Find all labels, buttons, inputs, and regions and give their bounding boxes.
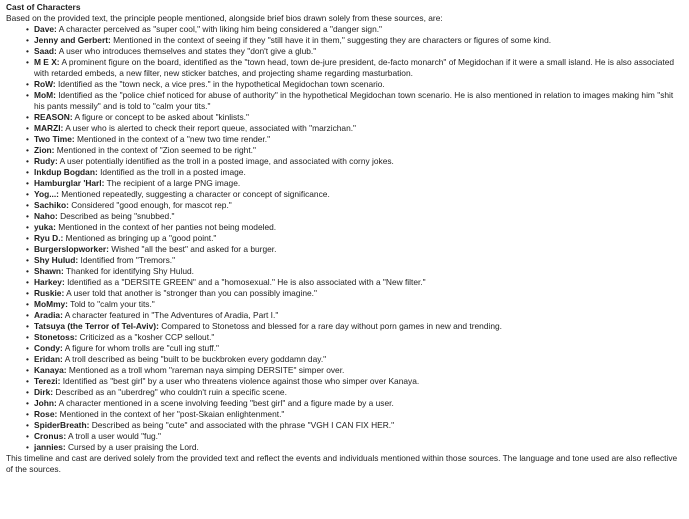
character-name: Shawn:	[34, 266, 64, 276]
cast-list-item	[34, 156, 685, 167]
character-name: Ryu D.:	[34, 233, 64, 243]
outro-paragraph: This timeline and cast are derived solely from the provided text and reflect the events and individuals mentioned within those sources. The language and tone used are also reflective of the sources.	[6, 453, 678, 474]
cast-list-item	[34, 200, 685, 211]
character-bio: Mentioned as bringing up a "good point."	[65, 233, 217, 243]
character-bio: Mentioned in the context of "Zion seemed to be right."	[56, 145, 256, 155]
cast-list-item	[34, 266, 685, 277]
cast-list-item	[34, 332, 685, 343]
cast-list-item	[34, 310, 685, 321]
cast-list-item	[34, 35, 685, 46]
character-bio: Mentioned in the context of a "new two time render."	[76, 134, 271, 144]
cast-list-item	[34, 167, 685, 178]
cast-list-item	[34, 255, 685, 266]
cast-list-item	[34, 398, 685, 409]
character-name: Dave:	[34, 24, 57, 34]
character-name: Saad:	[34, 46, 57, 56]
character-name: Yog...:	[34, 189, 59, 199]
character-bio: A user who introduces themselves and states they "don't give a glub."	[58, 46, 317, 56]
cast-list-item	[34, 387, 685, 398]
character-name: yuka:	[34, 222, 56, 232]
cast-list-item	[34, 431, 685, 442]
character-bio: Identified as the troll in a posted image.	[100, 167, 246, 177]
cast-list-item	[34, 24, 685, 35]
character-name: Rudy:	[34, 156, 58, 166]
character-name: jannies:	[34, 442, 66, 452]
character-name: Dirk:	[34, 387, 54, 397]
character-name: Harkey:	[34, 277, 65, 287]
cast-list-item	[34, 222, 685, 233]
character-bio: Mentioned in the context of seeing if they "still have it in them," suggesting they are characters or figures of some kind.	[113, 35, 552, 45]
character-name: Burgerslopworker:	[34, 244, 109, 254]
character-name: Cronus:	[34, 431, 67, 441]
character-bio: A prominent figure on the board, identified as the "town head, town de-jure president, de-facto monarch" of Megidochan if it were a small island. He is also associated with retarded embeds, a new filter, new sticker batches, and projecting shame regarding masturbation.	[34, 57, 675, 78]
character-bio: A user potentially identified as the troll in a posted image, and associated with corny jokes.	[59, 156, 394, 166]
cast-list-item	[34, 123, 685, 134]
cast-list-item	[34, 277, 685, 288]
character-name: Naho:	[34, 211, 58, 221]
character-bio: Wished "all the best" and asked for a burger.	[111, 244, 277, 254]
character-bio: A user who is alerted to check their report queue, associated with "marzichan."	[65, 123, 357, 133]
character-name: Sachiko:	[34, 200, 69, 210]
cast-list-item	[34, 189, 685, 200]
character-name: Ruskie:	[34, 288, 65, 298]
character-name: Zion:	[34, 145, 55, 155]
cast-list-item	[34, 134, 685, 145]
cast-list-item	[34, 343, 685, 354]
character-bio: Compared to Stonetoss and blessed for a rare day without porn games in new and trending.	[161, 321, 502, 331]
character-bio: Identified as the "town neck, a vice pres." in the hypothetical Megidochan town scenario.	[58, 79, 385, 89]
character-bio: A figure or concept to be asked about "kinlists."	[74, 112, 249, 122]
character-name: MARZI:	[34, 123, 64, 133]
cast-list-item	[34, 299, 685, 310]
cast-list-item	[34, 57, 685, 79]
character-bio: Identified as "best girl" by a user who threatens violence against those who simper over Kanaya.	[62, 376, 420, 386]
character-name: M E X:	[34, 57, 60, 67]
character-name: MoMmy:	[34, 299, 68, 309]
character-bio: A character perceived as "super cool," with liking him being considered a "danger sign."	[58, 24, 383, 34]
character-bio: Mentioned as a troll whom "rareman naya simping DERSITE" simper over.	[68, 365, 345, 375]
character-name: Hamburglar 'Harl:	[34, 178, 105, 188]
character-name: Condy:	[34, 343, 63, 353]
character-bio: A troll a user would "fug."	[67, 431, 161, 441]
cast-list-item	[34, 79, 685, 90]
character-bio: Described as being "snubbed."	[60, 211, 175, 221]
cast-list-item	[34, 376, 685, 387]
character-bio: Identified as the "police chief noticed for abuse of authority" in the hypothetical Megidochan town scenario. He is also mentioned in relation to images making him "shit his pants messily" and is told to "calm your tits."	[34, 90, 674, 111]
cast-list-item	[34, 409, 685, 420]
section-title: Cast of Characters	[6, 2, 81, 12]
character-bio: Considered "good enough, for mascot rep."	[71, 200, 232, 210]
cast-list-item	[34, 46, 685, 57]
cast-list-item	[34, 420, 685, 431]
character-name: Kanaya:	[34, 365, 67, 375]
character-bio: Thanked for identifying Shy Hulud.	[65, 266, 194, 276]
character-bio: A user told that another is "stronger than you can possibly imagine."	[66, 288, 317, 298]
character-name: Terezi:	[34, 376, 61, 386]
character-bio: Criticized as a "kosher CCP sellout."	[79, 332, 215, 342]
character-bio: Described as being "cute" and associated with the phrase "VGH I CAN FIX HER."	[91, 420, 395, 430]
character-name: SpiderBreath:	[34, 420, 90, 430]
character-name: Aradia:	[34, 310, 63, 320]
character-name: Inkdup Bogdan:	[34, 167, 98, 177]
character-bio: A character featured in "The Adventures of Aradia, Part I."	[64, 310, 279, 320]
character-bio: Mentioned repeatedly, suggesting a character or concept of significance.	[61, 189, 330, 199]
cast-list-item	[34, 288, 685, 299]
character-bio: The recipient of a large PNG image.	[106, 178, 241, 188]
character-name: Two Time:	[34, 134, 75, 144]
cast-list-item	[34, 365, 685, 376]
character-name: Eridan:	[34, 354, 63, 364]
cast-list-item	[34, 233, 685, 244]
cast-list-item	[34, 321, 685, 332]
cast-list-item	[34, 354, 685, 365]
cast-list-item	[34, 90, 685, 112]
character-name: Stonetoss:	[34, 332, 78, 342]
character-bio: Mentioned in the context of her "post-Skaian enlightenment."	[59, 409, 285, 419]
cast-list-item	[34, 145, 685, 156]
cast-list-item	[34, 211, 685, 222]
character-bio: A troll described as being "built to be buckbroken every goddamn day."	[64, 354, 327, 364]
character-name: Tatsuya (the Terror of Tel-Aviv):	[34, 321, 159, 331]
character-name: MoM:	[34, 90, 56, 100]
character-name: Jenny and Gerbert:	[34, 35, 111, 45]
character-name: Shy Hulud:	[34, 255, 79, 265]
intro-paragraph: Based on the provided text, the principle people mentioned, alongside brief bios drawn solely from these sources, are:	[6, 13, 443, 23]
character-bio: Identified as a "DERSITE GREEN" and a "homosexual." He is also associated with a "New filter."	[67, 277, 426, 287]
character-bio: Identified from "Tremors."	[80, 255, 176, 265]
character-name: REASON:	[34, 112, 73, 122]
character-bio: Cursed by a user praising the Lord.	[67, 442, 199, 452]
cast-list-item	[34, 178, 685, 189]
character-bio: A character mentioned in a scene involving feeding "best girl" and a figure made by a user.	[58, 398, 394, 408]
character-name: John:	[34, 398, 57, 408]
cast-list	[6, 24, 685, 453]
cast-list-item	[34, 442, 685, 453]
character-bio: Described as an "uberdreg" who couldn't ruin a specific scene.	[55, 387, 287, 397]
cast-list-item	[34, 112, 685, 123]
character-name: Rose:	[34, 409, 58, 419]
character-bio: Mentioned in the context of her panties not being modeled.	[58, 222, 277, 232]
character-bio: A figure for whom trolls are "cull ing stuff."	[64, 343, 219, 353]
cast-list-item	[34, 244, 685, 255]
character-bio: Told to "calm your tits."	[70, 299, 155, 309]
character-name: RoW:	[34, 79, 56, 89]
